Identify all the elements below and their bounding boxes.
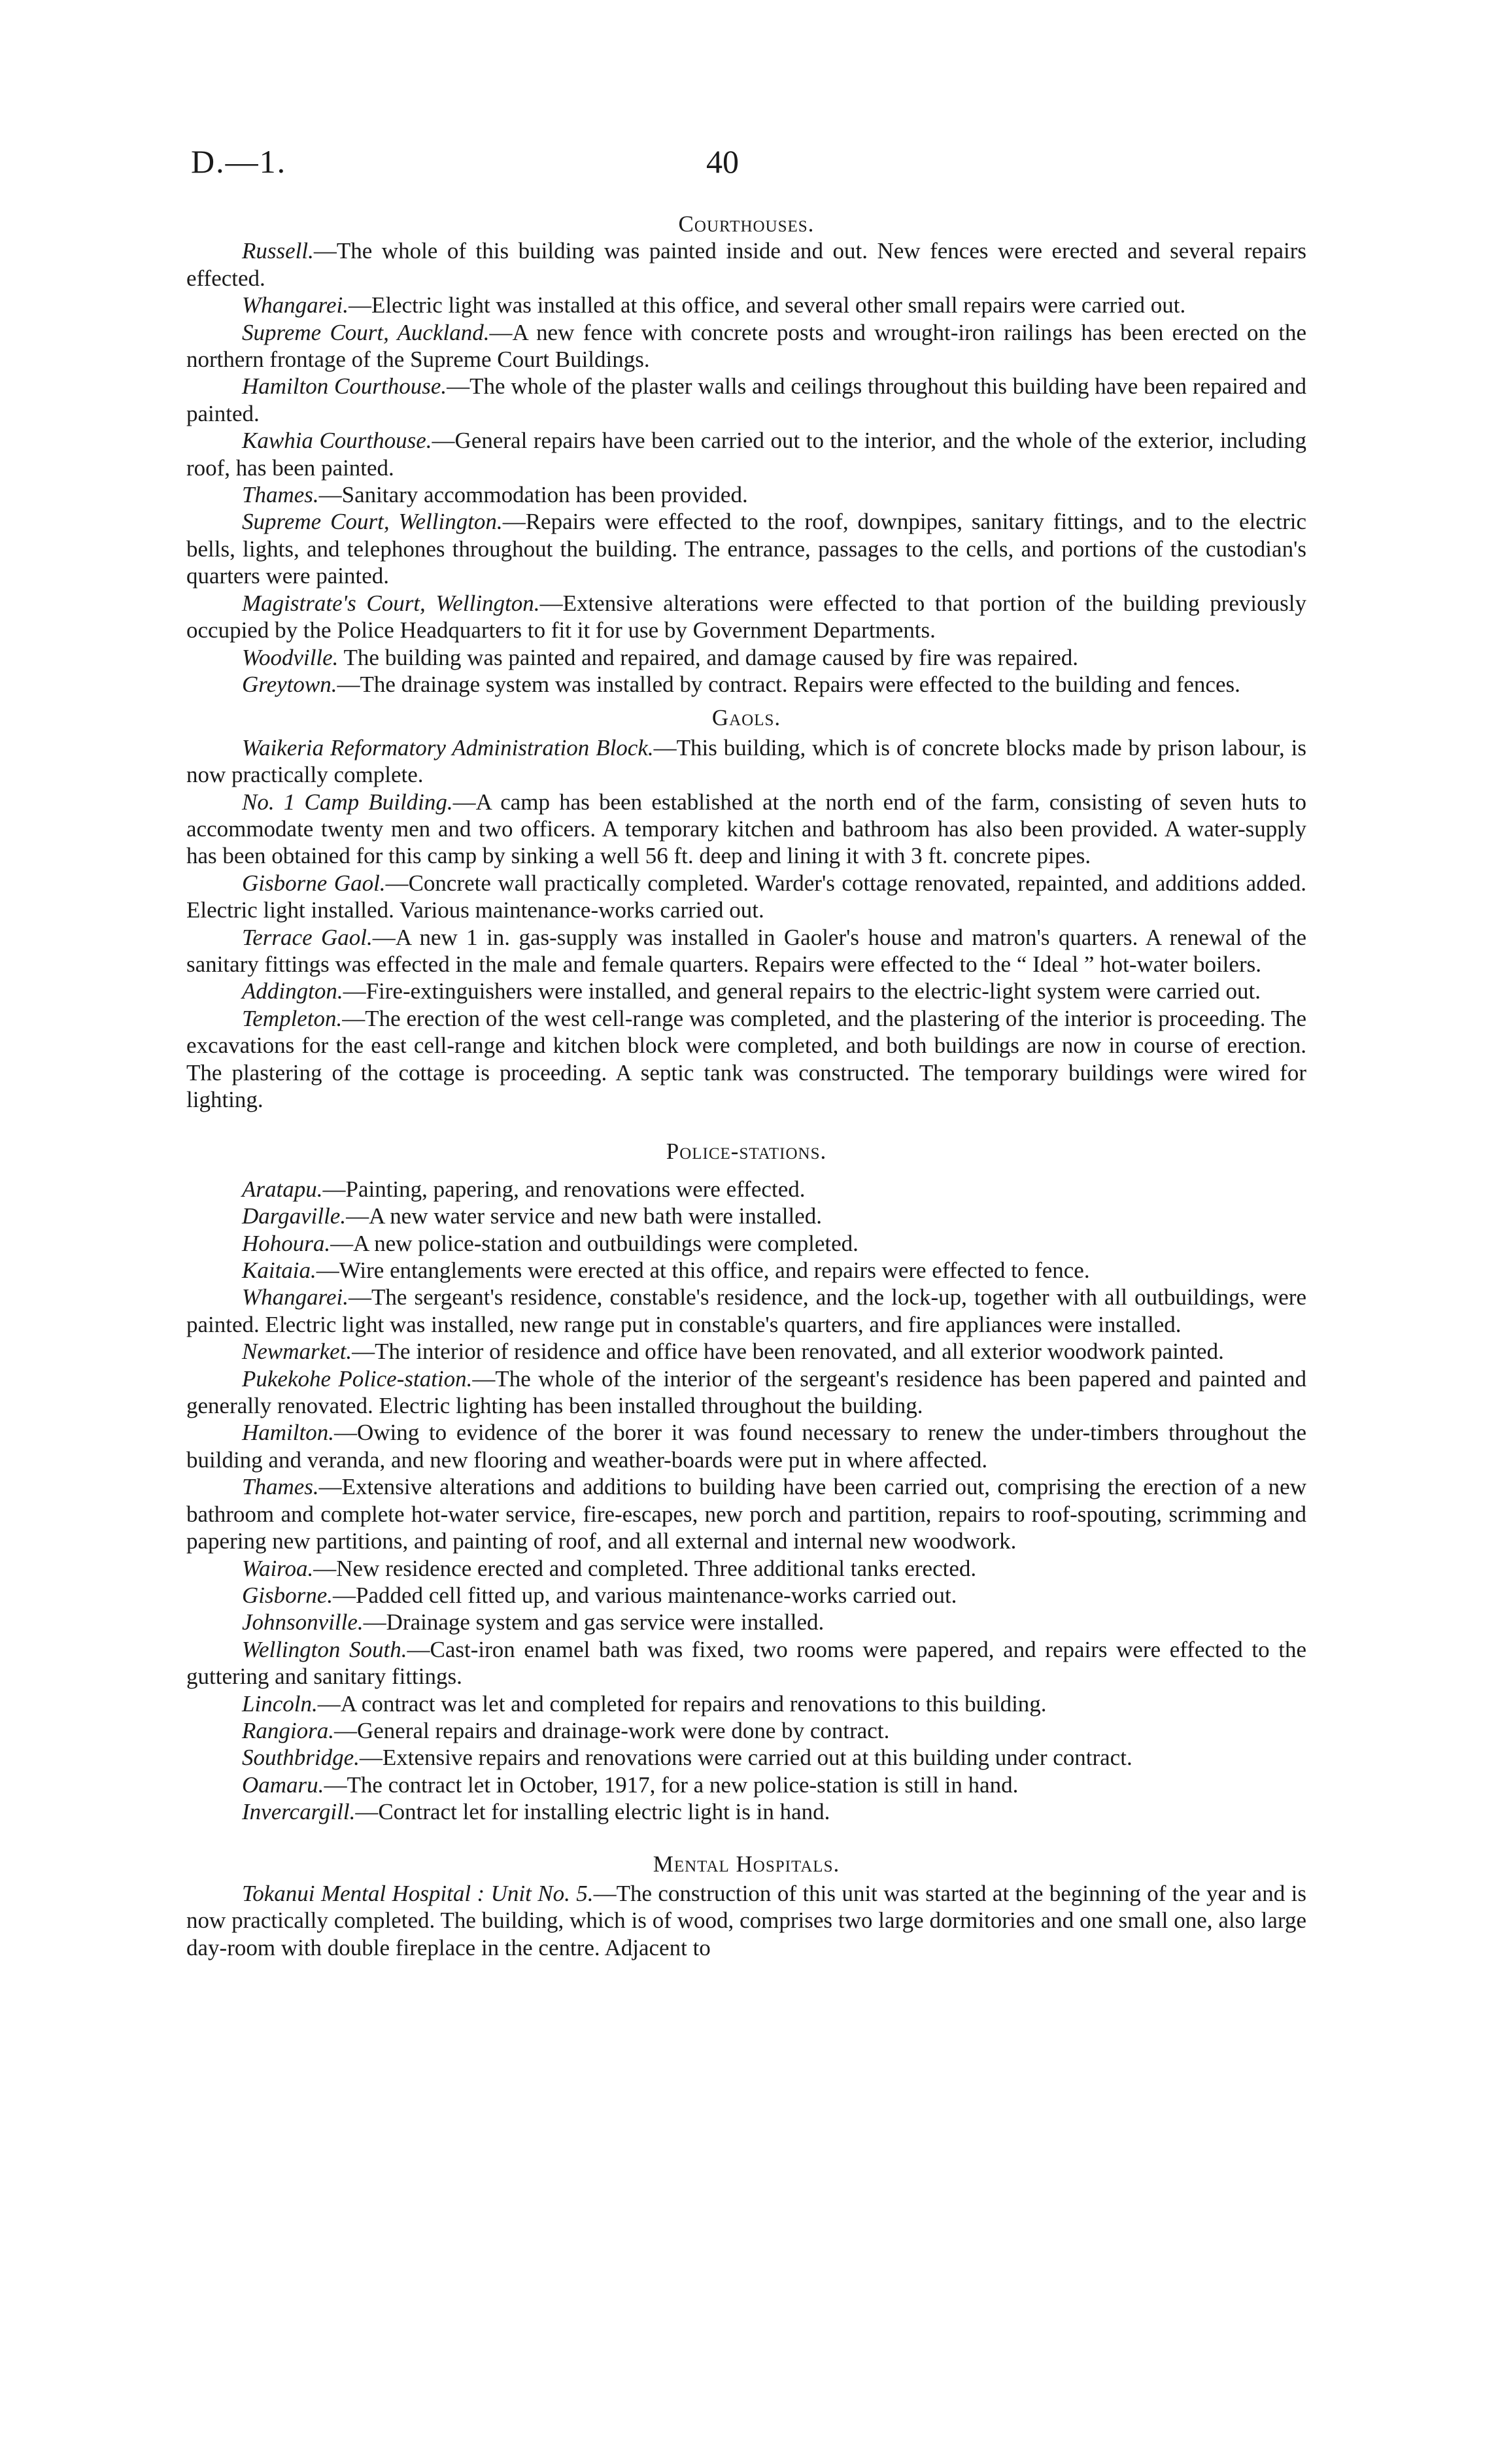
section-heading: Mental Hospitals. bbox=[653, 1851, 840, 1877]
paragraph bbox=[186, 590, 1306, 644]
place-name: Lincoln. bbox=[242, 1690, 318, 1717]
paragraph-text: —Fire-extinguishers were installed, and general repairs to the electric-light system were carried out. bbox=[343, 978, 1261, 1004]
paragraph bbox=[186, 1771, 1306, 1798]
paragraph-text: —Electric light was installed at this office, and several other small repairs were carried out. bbox=[349, 292, 1186, 318]
place-name: Hamilton. bbox=[242, 1420, 334, 1446]
paragraph-text: —General repairs have been carried out to the interior, and the whole of the exterior, including roof, has been painted. bbox=[186, 428, 1306, 481]
place-name: Gisborne Gaol. bbox=[242, 870, 386, 896]
place-name: Kaitaia. bbox=[242, 1258, 316, 1284]
paragraph-text: The building was painted and repaired, and damage caused by fire was repaired. bbox=[338, 644, 1078, 670]
place-name: Whangarei. bbox=[242, 1284, 349, 1310]
paragraph bbox=[186, 671, 1306, 698]
paragraph bbox=[186, 1203, 1306, 1229]
place-name: Invercargill. bbox=[242, 1799, 356, 1825]
section-heading: Gaols. bbox=[711, 705, 781, 731]
section-police-stations bbox=[186, 1138, 1306, 1825]
section-items bbox=[186, 1176, 1306, 1826]
paragraph-text: —The whole of the interior of the sergeant's residence has been papered and painted and generally renovated. Electric lighting has been installed throughout the building. bbox=[186, 1365, 1306, 1419]
paragraph-text: —The drainage system was installed by contract. Repairs were effected to the building and fences. bbox=[337, 671, 1240, 697]
paragraph bbox=[186, 978, 1306, 1004]
place-name: Magistrate's Court, Wellington. bbox=[242, 590, 540, 616]
place-name: Oamaru. bbox=[242, 1771, 324, 1798]
place-name: Wellington South. bbox=[242, 1636, 407, 1662]
paragraph-text: —Sanitary accommodation has been provided. bbox=[318, 482, 748, 508]
paragraph bbox=[186, 924, 1306, 978]
paragraph bbox=[186, 1473, 1306, 1554]
paragraph bbox=[186, 1176, 1306, 1203]
paragraph bbox=[186, 1365, 1306, 1420]
place-name: Greytown. bbox=[242, 671, 337, 697]
paragraph-text: —Extensive repairs and renovations were carried out at this building under contract. bbox=[359, 1745, 1132, 1771]
place-name: Hamilton Courthouse. bbox=[242, 373, 447, 400]
place-name: Waikeria Reformatory Administration Block. bbox=[242, 734, 654, 761]
paragraph bbox=[186, 481, 1306, 508]
paragraph-text: —The whole of the plaster walls and ceilings throughout this building have been repaired and painted. bbox=[186, 373, 1306, 426]
paragraph-text: —New residence erected and completed. Three additional tanks erected. bbox=[313, 1555, 977, 1581]
paragraph-text: —A new 1 in. gas-supply was installed in Gaoler's house and matron's quarters. A renewal of the sanitary fittings was effected in the male and female quarters. Repairs were effected to the “ Ideal ” hot-water boilers. bbox=[186, 924, 1306, 977]
paragraph bbox=[186, 789, 1306, 870]
paragraph-text: —A camp has been established at the north end of the farm, consisting of seven huts to accommodate twenty men and two officers. A temporary kitchen and bathroom has also been provided. A water-supply has been obtained for this camp by sinking a well 56 ft. deep and lining it with 3 ft. concrete pipes. bbox=[186, 789, 1306, 869]
paragraph bbox=[186, 1005, 1306, 1114]
paragraph-text: —Cast-iron enamel bath was fixed, two rooms were papered, and repairs were effected to the guttering and sanitary fittings. bbox=[186, 1636, 1306, 1690]
paragraph bbox=[186, 292, 1306, 318]
paragraph bbox=[186, 508, 1306, 589]
document-reference: D.—1. bbox=[191, 143, 287, 180]
section-gaols bbox=[186, 704, 1306, 1113]
paragraph-text: —A contract was let and completed for repairs and renovations to this building. bbox=[317, 1690, 1047, 1717]
place-name: Johnsonville. bbox=[242, 1609, 364, 1635]
place-name: Whangarei. bbox=[242, 292, 349, 318]
paragraph-text: —Wire entanglements were erected at this office, and repairs were effected to fence. bbox=[316, 1258, 1090, 1284]
place-name: Hohoura. bbox=[242, 1230, 331, 1256]
paragraph-text: —This building, which is of concrete blocks made by prison labour, is now practically complete. bbox=[186, 734, 1306, 788]
paragraph-text: —The erection of the west cell-range was completed, and the plastering of the interior is proceeding. The excavations for the east cell-range and kitchen block were completed, and both buildings are now in course of erection. The plastering of the cottage is proceeding. A septic tank was constructed. The temporary buildings were wired for lighting. bbox=[186, 1005, 1306, 1112]
paragraph-text: —Padded cell fitted up, and various maintenance-works carried out. bbox=[333, 1582, 957, 1608]
paragraph bbox=[186, 1609, 1306, 1635]
place-name: Russell. bbox=[242, 238, 314, 264]
section-heading: Police-stations. bbox=[666, 1138, 827, 1165]
paragraph bbox=[186, 1284, 1306, 1338]
section-mental-hospitals bbox=[186, 1851, 1306, 1962]
section-courthouses bbox=[186, 211, 1306, 698]
section-heading: Courthouses. bbox=[678, 211, 815, 237]
section-items bbox=[186, 237, 1306, 698]
place-name: Kawhia Courthouse. bbox=[242, 428, 432, 454]
section-items bbox=[186, 734, 1306, 1114]
place-name: Rangiora. bbox=[242, 1717, 334, 1743]
paragraph bbox=[186, 1636, 1306, 1690]
paragraph bbox=[186, 319, 1306, 373]
place-name: Thames. bbox=[242, 482, 319, 508]
place-name: Gisborne. bbox=[242, 1582, 333, 1608]
place-name: Addington. bbox=[242, 978, 343, 1004]
paragraph bbox=[186, 427, 1306, 481]
page-content bbox=[186, 211, 1306, 1961]
paragraph bbox=[186, 1257, 1306, 1284]
paragraph bbox=[186, 1690, 1306, 1717]
paragraph-text: —Extensive alterations were effected to that portion of the building previously occupied by the Police Headquarters to fit it for use by Government Departments. bbox=[186, 590, 1306, 643]
place-name: Supreme Court, Wellington. bbox=[242, 509, 503, 535]
paragraph-text: —The interior of residence and office have been renovated, and all exterior woodwork painted. bbox=[352, 1339, 1224, 1365]
paragraph bbox=[186, 1880, 1306, 1961]
place-name: Pukekohe Police-station. bbox=[242, 1365, 473, 1392]
paragraph-text: —Painting, papering, and renovations were effected. bbox=[322, 1176, 806, 1202]
paragraph-text: —Extensive alterations and additions to building have been carried out, comprising the erection of a new bathroom and complete hot-water service, fire-escapes, new porch and partition, repairs to roof-spouting, scrimming and papering new partitions, and painting of roof, and all external and internal new woodwork. bbox=[186, 1474, 1306, 1554]
paragraph bbox=[186, 1798, 1306, 1825]
paragraph-text: —Drainage system and gas service were installed. bbox=[363, 1609, 825, 1635]
paragraph bbox=[186, 870, 1306, 924]
place-name: No. 1 Camp Building. bbox=[242, 789, 453, 815]
paragraph-text: —Owing to evidence of the borer it was found necessary to renew the under-timbers throughout the building and veranda, and new flooring and weather-boards were put in where affected. bbox=[186, 1420, 1306, 1473]
paragraph-text: —The contract let in October, 1917, for a new police-station is still in hand. bbox=[324, 1771, 1019, 1798]
place-name: Aratapu. bbox=[242, 1176, 323, 1202]
paragraph-text: —General repairs and drainage-work were done by contract. bbox=[333, 1717, 890, 1743]
page-number: 40 bbox=[706, 143, 739, 180]
paragraph bbox=[186, 373, 1306, 427]
paragraph bbox=[186, 237, 1306, 292]
paragraph bbox=[186, 734, 1306, 789]
paragraph-text: —Concrete wall practically completed. Warder's cottage renovated, repainted, and additions added. Electric light installed. Various maintenance-works carried out. bbox=[186, 870, 1306, 923]
paragraph-text: —Repairs were effected to the roof, downpipes, sanitary fittings, and to the electric bells, lights, and telephones throughout the building. The entrance, passages to the cells, and portions of the custodian's quarters were painted. bbox=[186, 509, 1306, 589]
place-name: Supreme Court, Auckland. bbox=[242, 319, 490, 345]
paragraph bbox=[186, 1555, 1306, 1582]
paragraph bbox=[186, 1338, 1306, 1365]
paragraph-text: —The whole of this building was painted inside and out. New fences were erected and several repairs effected. bbox=[186, 238, 1306, 291]
paragraph-text: —A new fence with concrete posts and wrought-iron railings has been erected on the northern frontage of the Supreme Court Buildings. bbox=[186, 319, 1306, 373]
paragraph-text: —A new water service and new bath were installed. bbox=[346, 1203, 823, 1229]
place-name: Templeton. bbox=[242, 1005, 343, 1031]
paragraph bbox=[186, 1744, 1306, 1771]
paragraph bbox=[186, 644, 1306, 671]
section-items bbox=[186, 1880, 1306, 1961]
place-name: Wairoa. bbox=[242, 1555, 314, 1581]
place-name: Dargaville. bbox=[242, 1203, 347, 1229]
place-name: Woodville. bbox=[242, 644, 339, 670]
place-name: Southbridge. bbox=[242, 1745, 360, 1771]
place-name: Newmarket. bbox=[242, 1339, 352, 1365]
paragraph bbox=[186, 1717, 1306, 1744]
paragraph-text: —The construction of this unit was started at the beginning of the year and is now practically completed. The building, which is of wood, comprises two large dormitories and one small one, also large day-room with double fireplace in the centre. Adjacent to bbox=[186, 1880, 1306, 1960]
paragraph-text: —The sergeant's residence, constable's residence, and the lock-up, together with all outbuildings, were painted. Electric light was installed, new range put in constable's quarters, and fire appliances were installed. bbox=[186, 1284, 1306, 1337]
paragraph-text: —Contract let for installing electric light is in hand. bbox=[355, 1799, 830, 1825]
place-name: Terrace Gaol. bbox=[242, 924, 373, 950]
paragraph bbox=[186, 1582, 1306, 1609]
place-name: Thames. bbox=[242, 1474, 319, 1500]
paragraph bbox=[186, 1419, 1306, 1473]
paragraph bbox=[186, 1230, 1306, 1257]
paragraph-text: —A new police-station and outbuildings were completed. bbox=[330, 1230, 859, 1256]
place-name: Tokanui Mental Hospital : Unit No. 5. bbox=[242, 1880, 594, 1906]
